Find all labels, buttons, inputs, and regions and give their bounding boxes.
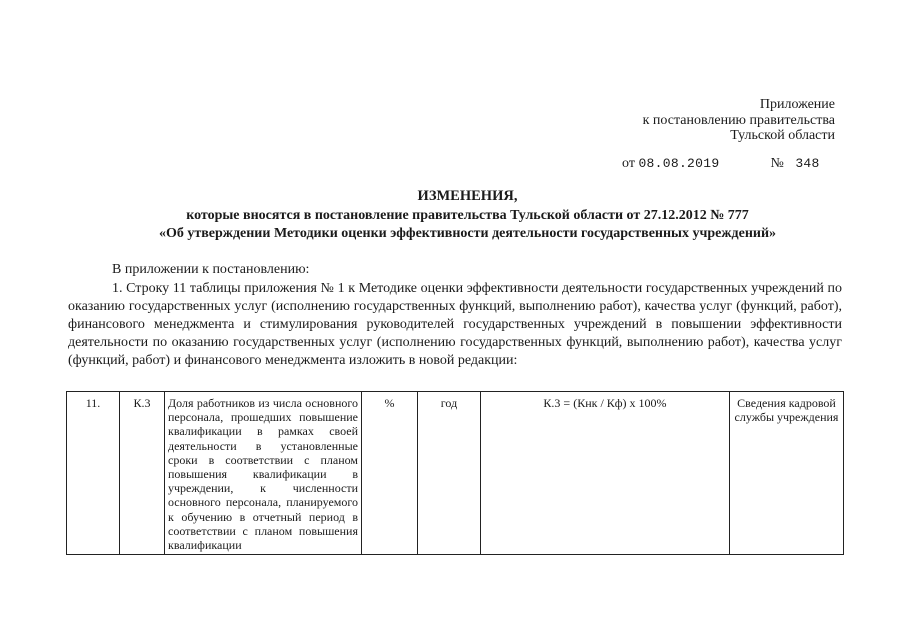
indicator-code-cell — [120, 392, 165, 555]
appendix-to-resolution: к постановлению правительства — [642, 112, 835, 128]
date-prefix: от — [622, 156, 635, 171]
formula-cell — [481, 392, 730, 555]
document-subtitle-quote: «Об утверждении Методики оценки эффективности деятельности государственных учреждений» — [158, 226, 777, 241]
indicator-description: Доля работников из числа основного персонала, прошедших повышение квалификации в рамках своей деятельности в установленные сроки в соответствии с планом повышения квалификации в учреждении, к численности основного персонала, планируемого к обучению в отчетный период в соответствии с планом повышения квалификации — [168, 396, 358, 553]
formula: К.3 = (Кнк / Кф) х 100% — [543, 396, 667, 410]
table-row — [67, 392, 844, 555]
document-subtitle: которые вносятся в постановление правительства Тульской области от 27.12.2012 № 777 — [186, 208, 749, 223]
period-cell — [418, 392, 481, 555]
data-source: Сведения кадровой службы учреждения — [734, 396, 839, 425]
row-number-cell — [67, 392, 120, 555]
indicator-code: К.3 — [133, 396, 151, 410]
appendix-header — [560, 97, 835, 144]
source-cell — [730, 392, 844, 555]
resolution-date: 08.08.2019 — [638, 156, 720, 171]
document-title: ИЗМЕНЕНИЯ, — [417, 188, 518, 204]
amendment-paragraph: 1. Строку 11 таблицы приложения № 1 к Методике оценки эффективности деятельности государственных учреждений по оказанию государственных услуг (исполнению государственных функций, выполнению работ), качества услуг (функций, работ), финансового менеджмента и стимулирования руководителей государственных учреждений в повышении эффективности деятельности по оказанию государственных услуг (исполнению государственных функций, выполнению работ), качества услуг (функций, работ) и финансового менеджмента изложить в новой редакции: — [68, 281, 842, 368]
unit-cell — [362, 392, 418, 555]
indicator-description-cell — [165, 392, 362, 555]
intro-text: В приложении к постановлению: — [112, 262, 310, 277]
number-prefix: № — [770, 156, 784, 171]
appendix-region: Тульской области — [730, 128, 835, 143]
period: год — [440, 396, 458, 410]
amendment-table — [66, 391, 844, 555]
row-number: 11. — [85, 396, 101, 410]
appendix-label: Приложение — [759, 97, 835, 112]
resolution-number: 348 — [795, 156, 820, 171]
resolution-date-line — [622, 156, 820, 172]
unit: % — [384, 396, 395, 410]
